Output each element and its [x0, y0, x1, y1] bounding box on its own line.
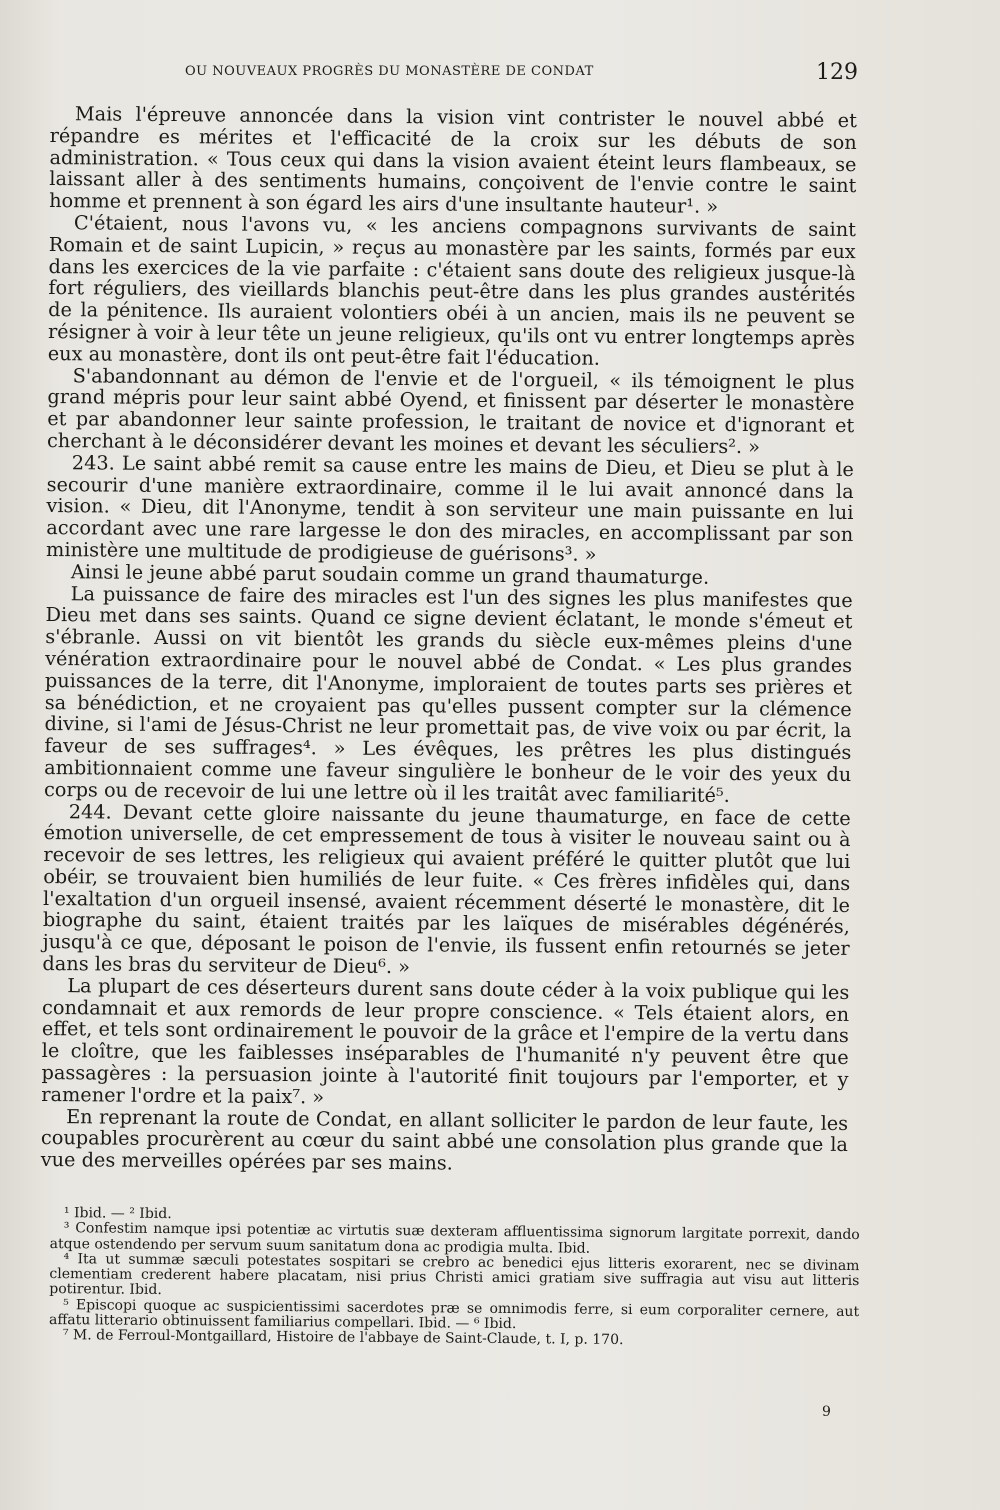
paragraph: C'étaient, nous l'avons vu, « les anciens compagnons survivants de saint Romain et de saint Lupicin, » reçus au monastère par les saints, formés par eux dans les exercices de la vie parfaite : c'étaient sans doute des religieux jusque-là fort réguliers, des vieillards blanchis peut-être dans les plus grandes austérités de la pénitence. Ils auraient volontiers obéi à un ancien, mais ils ne peuvent se résigner à voir à leur tête un jeune religieux, qu'ils ont vu entrer longtemps après eux au monastère, dont ils ont peut-être fait l'éducation. — [47, 211, 857, 370]
footnote: ⁴ Ita ut summæ sæculi potestates sospitari se crebro ac benedici ejus litteris exorarent, nec se divinam clementiam crederent habere placatam, nisi prius Christi amici gratiam sive suffragia aut visu aut litteris potirentur. Ibid. — [49, 1251, 860, 1299]
body-text — [41, 103, 857, 1178]
footnote: ⁵ Episcopi quoque ac suspicientissimi sacerdotes præ se omnimodis ferre, si eum corporaliter cernere, aut affatu litterario obtinuissent familiarius compellari. Ibid. — ⁶ Ibid. — [48, 1296, 860, 1333]
signature-mark: 9 — [822, 1404, 831, 1420]
paragraph: Ainsi le jeune abbé parut soudain comme un grand thaumaturge. — [70, 559, 710, 589]
footnote: ¹ Ibid. — ² Ibid. — [63, 1205, 172, 1223]
paragraph: La puissance de faire des miracles est l'un des signes les plus manifestes que Dieu met dans ses saints. Quand ce signe devient éclatant, le monde s'émeut et s'ébranle. Aussi on vit bientôt les grands du siècle eux-mêmes pleins d'une vénération extraordinaire pour le nouvel abbé de Condat. « Les plus grandes puissances de la terre, dit l'Anonyme, imploraient de toutes parts ses prières et sa bénédiction, et ne croyaient pas qu'elles pussent compter sur la clémence divine, si l'ami de Jésus-Christ ne leur promettait pas, de vive voix ou par écrit, la faveur de ses suffrages⁴. » Les évêques, les prêtres les plus distingués ambitionnaient comme une faveur singulière le bonheur de le voir des yeux du corps ou de recevoir de lui une lettre où il les traitât avec familiarité⁵. — [43, 581, 853, 807]
paragraph-244: 244. Devant cette gloire naissante du jeune thaumaturge, en face de cette émotion universelle, de cet empressement de tous à visiter le nouveau saint ou à recevoir de ses lettres, les religieux qui avaient préféré le quitter plutôt que lui obéir, se trouvaient bien humiliés de leur fuite. « Ces frères infidèles qui, dans l'exaltation d'un orgueil insensé, avaient récemment déserté le monastère, dit le biographe du saint, étaient traités par les laïques de misérables dégénérés, jusqu'à ce que, déposant le poison de l'envie, ils fussent enfin retournés se jeter dans les bras du serviteur de Dieu⁶. » — [42, 799, 851, 979]
footnote: ⁷ M. de Ferroul-Montgaillard, Histoire de l'abbaye de Saint-Claude, t. I, p. 170. — [62, 1327, 624, 1349]
page-number: 129 — [816, 60, 858, 85]
footnotes — [49, 1206, 860, 1351]
running-title: OU NOUVEAUX PROGRÈS DU MONASTÈRE DE CONDAT — [185, 64, 594, 79]
paragraph-243: 243. Le saint abbé remit sa cause entre les mains de Dieu, et Dieu se plut à le secourir d'une manière extraordinaire, comme il le lui avait annoncé dans la vision. « Dieu, dit l'Anonyme, tendit à son serviteur une main puissante en lui accordant avec une rare largesse le don des miracles, en accomplissant par son ministère une multitude de prodigieuse de guérisons³. » — [46, 450, 854, 566]
paragraph: En reprenant la route de Condat, en allant solliciter le pardon de leur faute, les coupables procurèrent au cœur du saint abbé une consolation plus grande que la vue des merveilles opérées par ses mains. — [40, 1104, 849, 1175]
footnote: ³ Confestim namque ipsi potentiæ ac virtutis suæ dexteram affluentissima signorum largitate porrexit, dando atque ostendendo per servum suum sanitatum dona ac prodigia multa. Ibid. — [49, 1220, 860, 1257]
paragraph: Mais l'épreuve annoncée dans la vision vint contrister le nouvel abbé et répandre es mérites et l'efficacité de la croix sur les débuts de son administration. « Tous ceux qui dans la vision avaient éteint leurs flambeaux, se laissant aller à des sentiments humains, conçoivent de l'envie contre le saint homme et prennent à son égard les airs d'une insultante hauteur¹. » — [49, 102, 857, 219]
paragraph: La plupart de ces déserteurs durent sans doute céder à la voix publique qui les condamnait et aux remords de leur propre conscience. « Tels étaient alors, en effet, et tels sont ordinairement le pouvoir de la grâce et l'empire de la vertu dans le cloître, que les faiblesses inséparables de l'humanité n'y peuvent être que passagères : la persuasion jointe à l'autorité finit toujours par l'emporter, et y ramener l'ordre et la paix⁷. » — [41, 974, 850, 1109]
paragraph: S'abandonnant au démon de l'envie et de l'orgueil, « ils témoignent le plus grand mépris pour leur saint abbé Oyend, et finissent par déserter le monastère et par abandonner leur sainte profession, le traitant de novice et d'ignorant et cherchant à le déconsidérer devant les moines et devant les séculiers². » — [46, 363, 855, 459]
